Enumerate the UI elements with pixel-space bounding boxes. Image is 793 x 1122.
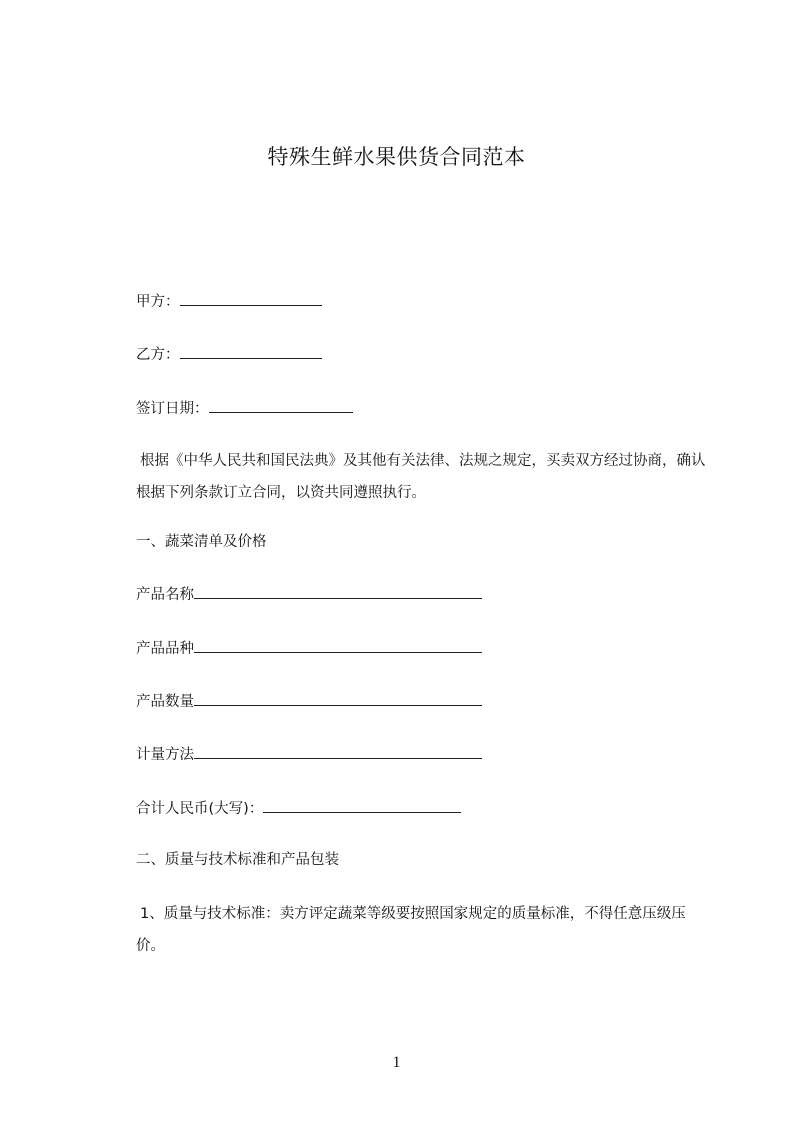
sign-date-label: 签订日期： [136,401,209,417]
measure-method-line [136,744,482,765]
section2-heading: 二、质量与技术标准和产品包装 [136,852,339,868]
product-quantity-label: 产品数量 [136,694,194,710]
document-title: 特殊生鲜水果供货合同范本 [267,145,526,169]
product-name-label: 产品名称 [136,587,194,603]
party-a-label: 甲方： [136,294,180,310]
page-number: 1 [392,1054,401,1071]
product-variety-label: 产品品种 [136,641,194,657]
sign-date-line [136,398,353,419]
product-quantity-line [136,691,482,712]
product-variety-blank [194,638,482,653]
party-b-blank [180,344,322,359]
intro-paragraph: 根据《中华人民共和国民法典》及其他有关法律、法规之规定，买卖双方经过协商，确认根据下列条款订立合同，以资共同遵照执行。 [136,453,706,501]
party-a-line [136,291,322,312]
product-variety-line [136,638,482,659]
measure-method-label: 计量方法 [136,747,194,763]
total-rmb-line [136,798,461,819]
sign-date-blank [209,398,353,413]
clause-2-1: 1、质量与技术标准：卖方评定蔬菜等级要按照国家规定的质量标准，不得任意压级压价。 [136,906,686,954]
total-rmb-label: 合计人民币(大写)： [136,801,264,817]
total-rmb-blank [263,798,461,813]
product-name-line [136,584,482,605]
party-b-label: 乙方： [136,347,180,363]
party-b-line [136,344,322,365]
measure-method-blank [194,744,482,759]
product-quantity-blank [194,691,482,706]
product-name-blank [194,584,482,599]
party-a-blank [180,291,322,306]
section1-heading: 一、蔬菜清单及价格 [136,534,267,550]
